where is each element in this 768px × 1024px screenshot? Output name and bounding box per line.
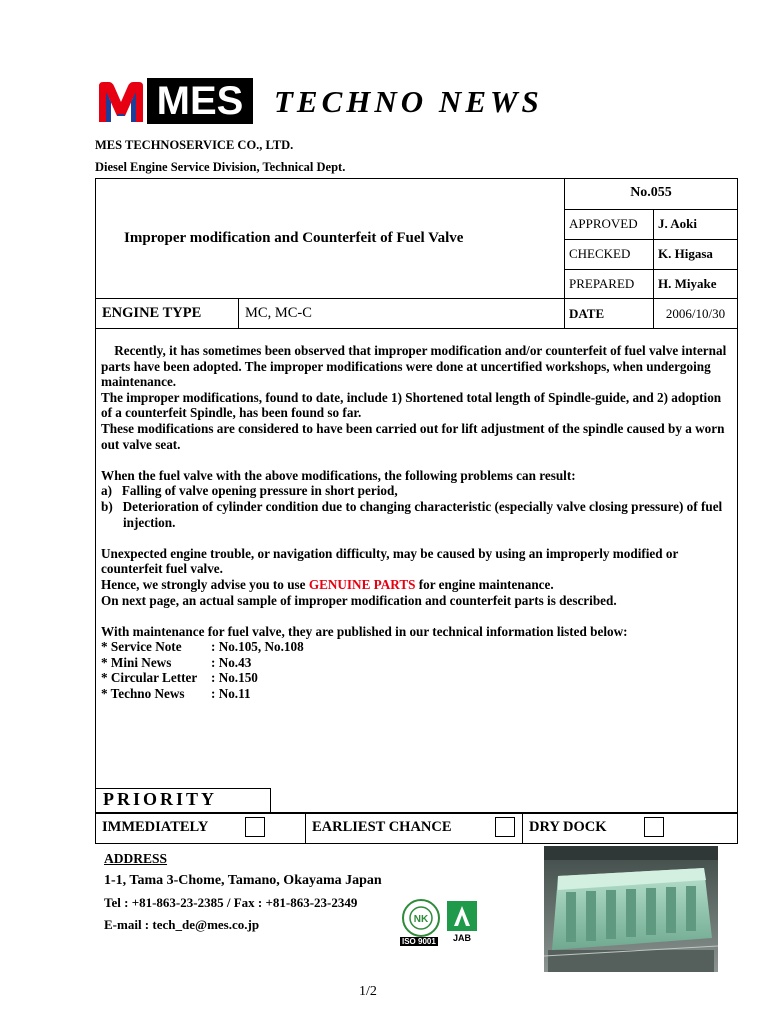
approved-label: APPROVED bbox=[569, 216, 638, 231]
nk-label: NK bbox=[413, 914, 429, 925]
subject-text: Improper modification and Counterfeit of Fuel Valve bbox=[124, 230, 464, 246]
prepared-name: H. Miyake bbox=[658, 276, 717, 291]
iso-label: ISO 9001 bbox=[402, 937, 436, 946]
jab-accreditation-icon bbox=[446, 900, 478, 952]
reference-item: * Mini News : No.43 bbox=[101, 654, 252, 670]
dry-dock-label: DRY DOCK bbox=[529, 819, 607, 835]
paragraph-references: With maintenance for fuel valve, they are published in our technical information listed below: bbox=[101, 623, 628, 639]
mes-logo bbox=[97, 78, 253, 124]
date-value: 2006/10/30 bbox=[665, 306, 726, 321]
dry-dock-checkbox[interactable] bbox=[644, 817, 664, 837]
genuine-parts-highlight: GENUINE PARTS bbox=[308, 576, 416, 592]
priority-title: PRIORITY bbox=[103, 789, 218, 809]
email-address: E-mail : tech_de@mes.co.jp bbox=[104, 917, 260, 932]
mes-logo-text: MES bbox=[147, 78, 253, 124]
reference-item: * Service Note : No.105, No.108 bbox=[101, 639, 304, 655]
checked-name: K. Higasa bbox=[658, 246, 713, 261]
address-heading: ADDRESS bbox=[104, 851, 168, 866]
mes-m-mark-icon bbox=[97, 78, 147, 124]
immediately-label: IMMEDIATELY bbox=[102, 819, 209, 835]
engine-type-value: MC, MC-C bbox=[245, 305, 312, 321]
paragraph-next-page: On next page, an actual sample of improper modification and counterfeit parts is described. bbox=[101, 592, 617, 608]
approved-name: J. Aoki bbox=[658, 216, 698, 231]
phone-fax: Tel : +81-863-23-2385 / Fax : +81-863-23-2349 bbox=[104, 895, 358, 910]
paragraph-problems: When the fuel valve with the above modifications, the following problems can result: bbox=[101, 467, 576, 483]
reference-item: * Circular Letter : No.150 bbox=[101, 670, 258, 686]
earliest-chance-checkbox[interactable] bbox=[495, 817, 515, 837]
problem-item-a: a) Falling of valve opening pressure in short period, bbox=[101, 483, 398, 499]
address-line: 1-1, Tama 3-Chome, Tamano, Okayama Japan bbox=[104, 873, 382, 888]
marine-engine-image bbox=[544, 846, 718, 972]
page-number: 1/2 bbox=[359, 984, 377, 999]
division-name: Diesel Engine Service Division, Technical Dept. bbox=[95, 160, 346, 174]
body-text bbox=[101, 343, 733, 702]
immediately-checkbox[interactable] bbox=[245, 817, 265, 837]
paragraph-advise: Hence, we strongly advise you to use GENUINE PARTS for engine maintenance. bbox=[101, 576, 554, 592]
newsletter-title: TECHNO NEWS bbox=[274, 84, 543, 119]
paragraph-trouble: Unexpected engine trouble, or navigation difficulty, may be caused by using an improperly modified or counterfeit fuel valve. bbox=[101, 545, 679, 577]
nk-iso-badge bbox=[398, 898, 444, 952]
paragraph-intro: Recently, it has sometimes been observed that improper modification and/or counterfeit of fuel valve internal parts have been adopted. The improper modifications were done at uncertified workshops, when undergoing maintenance. bbox=[101, 343, 727, 390]
paragraph-considered: These modifications are considered to have been carried out for lift adjustment of the spindle caused by a worn out valve seat. bbox=[101, 420, 725, 452]
problem-item-b: b) Deterioration of cylinder condition due to changing characteristic (especially valve closing pressure) of fuel injection. bbox=[101, 498, 723, 530]
paragraph-modifications: The improper modifications, found to date, include 1) Shortened total length of Spindle-guide, and 2) adoption of a counterfeit Spindle, has been found so far. bbox=[101, 389, 722, 421]
document-number: No.055 bbox=[630, 185, 672, 200]
engine-photo bbox=[544, 846, 718, 972]
earliest-chance-label: EARLIEST CHANCE bbox=[312, 819, 452, 835]
jab-label: JAB bbox=[452, 933, 472, 943]
engine-type-label: ENGINE TYPE bbox=[102, 305, 202, 321]
checked-label: CHECKED bbox=[569, 246, 631, 261]
company-name: MES TECHNOSERVICE CO., LTD. bbox=[95, 138, 294, 152]
jab-badge bbox=[446, 900, 478, 952]
date-label: DATE bbox=[569, 306, 605, 321]
reference-item: * Techno News : No.11 bbox=[101, 686, 251, 702]
prepared-label: PREPARED bbox=[569, 276, 635, 291]
